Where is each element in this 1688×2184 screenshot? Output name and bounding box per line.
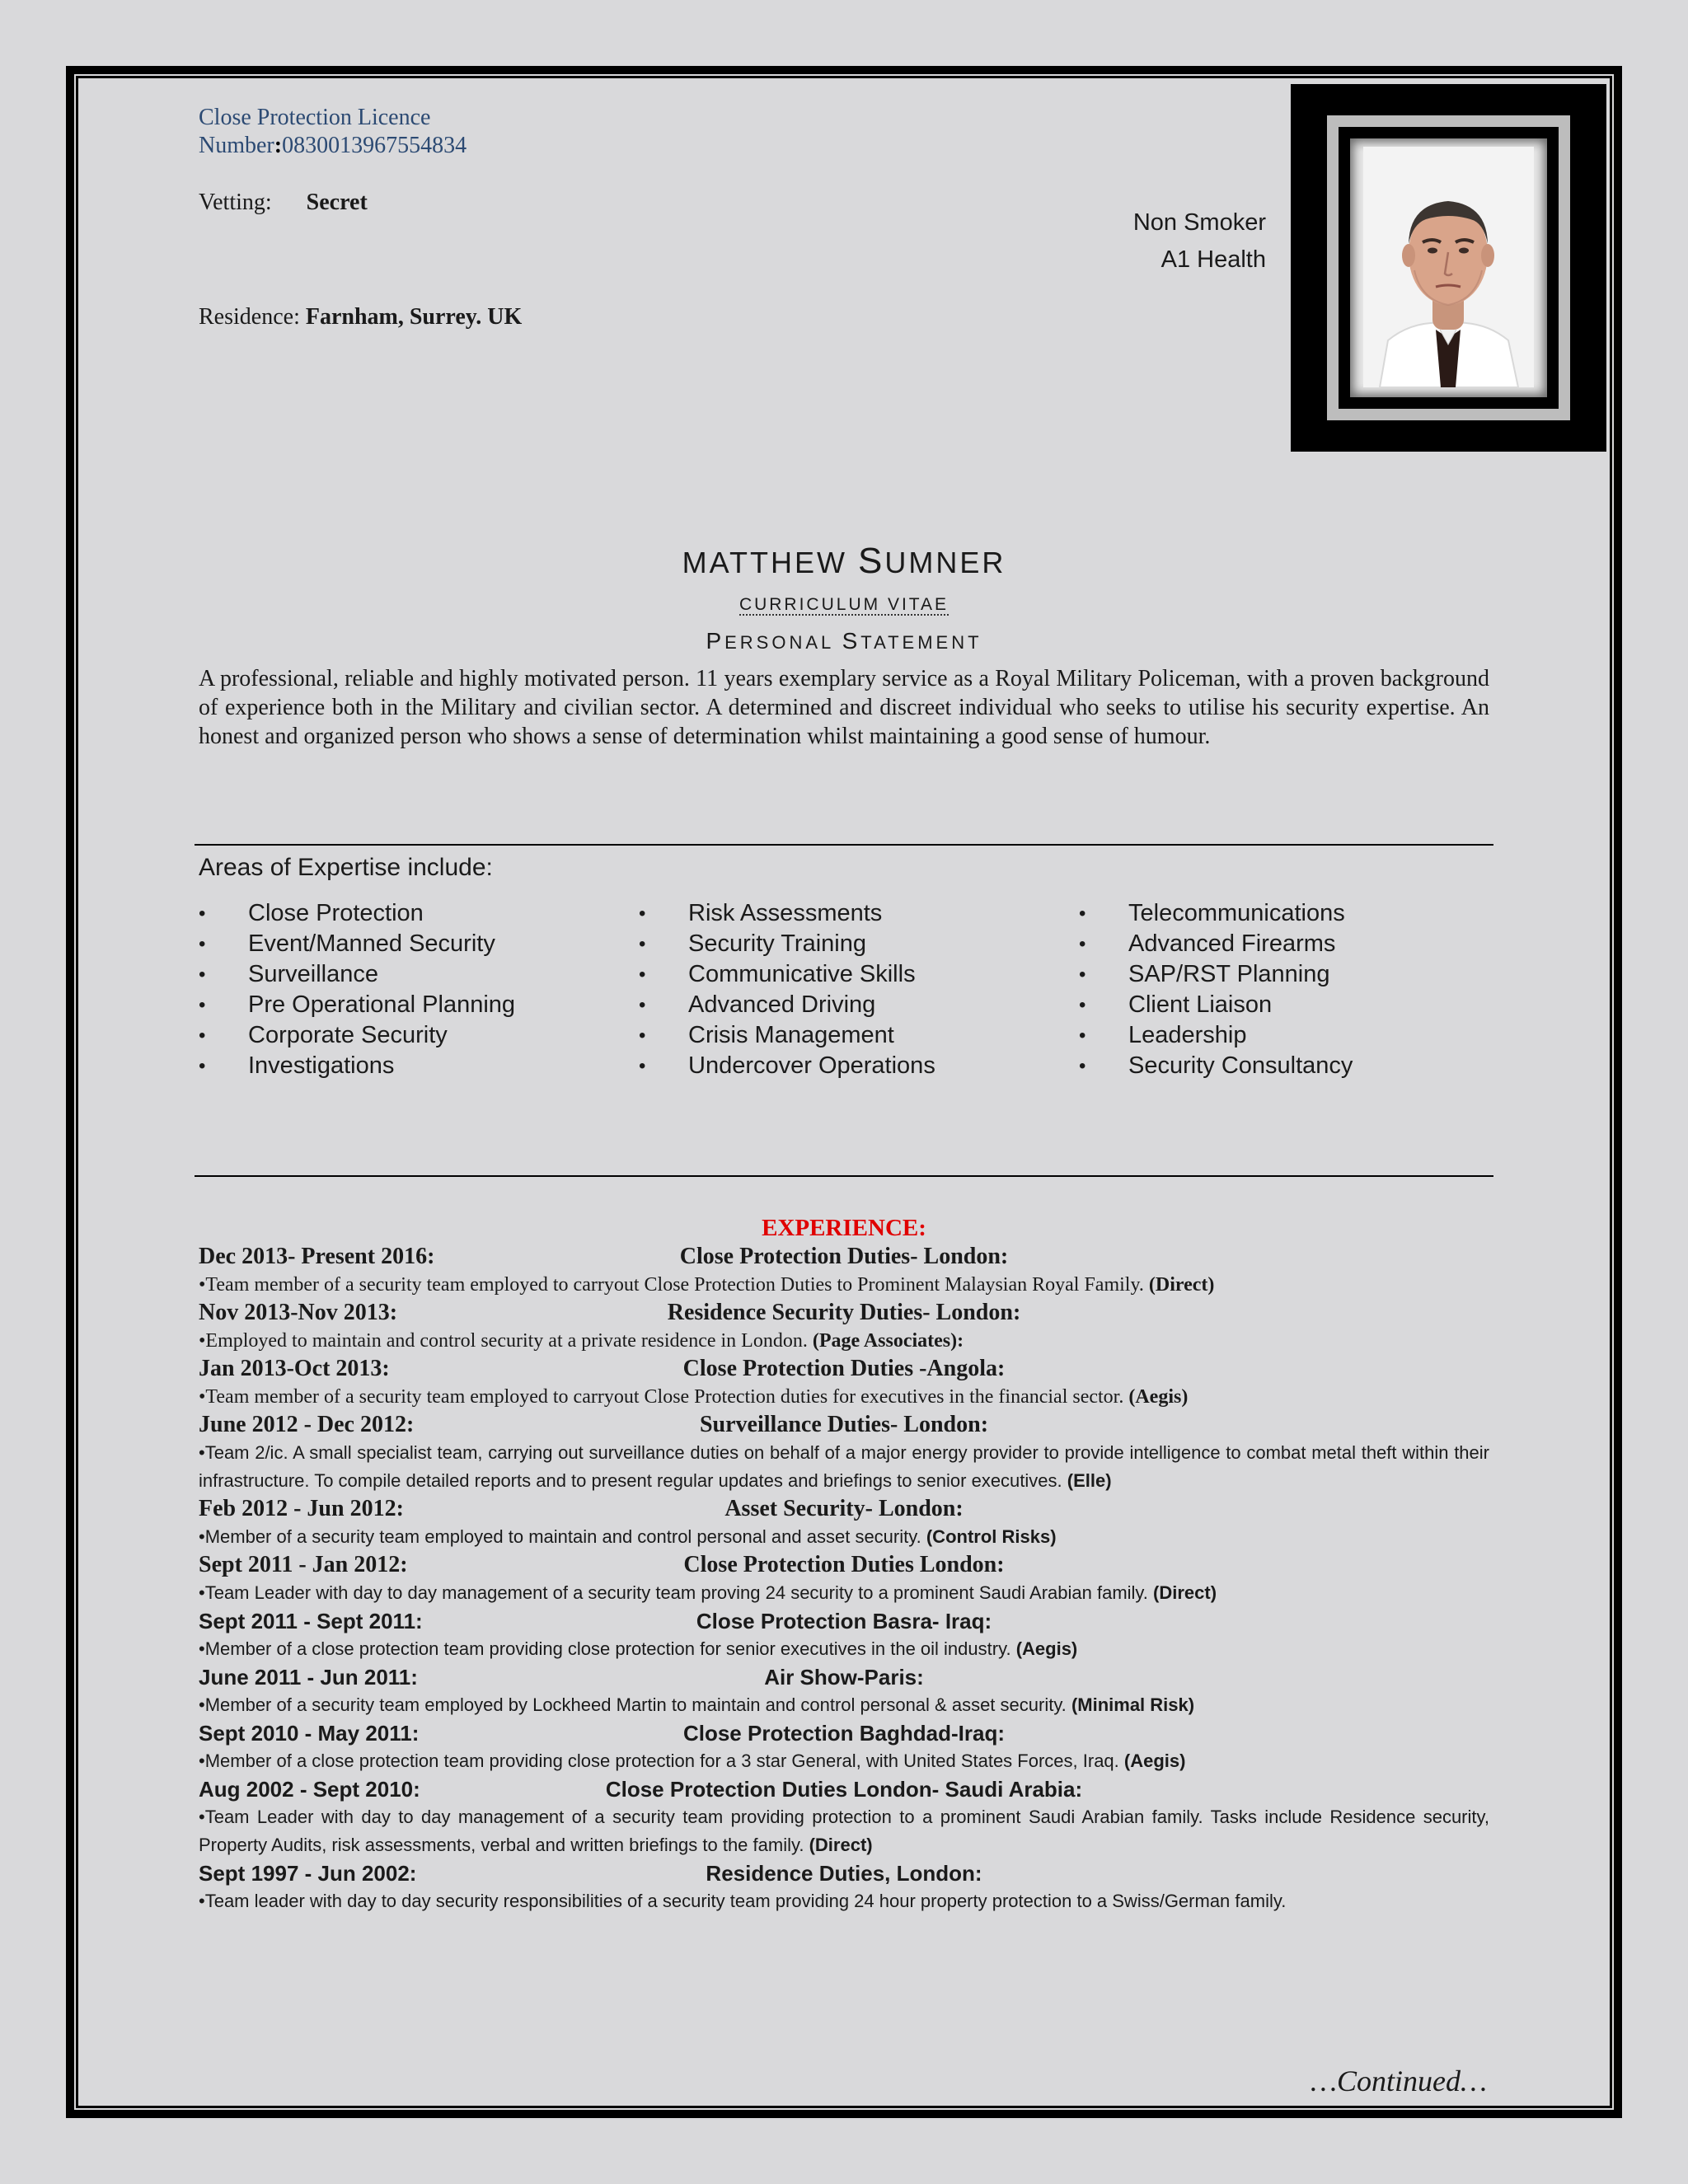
experience-title: EXPERIENCE: — [762, 1215, 926, 1241]
expertise-column-3 — [1079, 898, 1353, 1081]
experience-client: (Direct) — [1153, 1582, 1217, 1603]
experience-date: Aug 2002 - Sept 2010: — [199, 1777, 420, 1802]
residence-value: Farnham, Surrey. UK — [305, 304, 523, 330]
experience-date: Dec 2013- Present 2016: — [199, 1244, 435, 1269]
experience-role: Residence Duties, London: — [706, 1861, 982, 1886]
experience-client: (Direct) — [809, 1835, 873, 1855]
licence-label: Number — [199, 133, 274, 158]
licence-number: 0830013967554834 — [282, 133, 467, 158]
experience-description: •Team member of a security team employed to carryout Close Protection duties for executives in the financial sector. — [199, 1386, 1124, 1408]
experience-description: •Member of a security team employed to maintain and control personal and asset security. — [199, 1526, 921, 1547]
experience-entry — [199, 1243, 1489, 1299]
experience-entry — [199, 1663, 1489, 1719]
expertise-item: • Corporate Security — [199, 1020, 515, 1051]
vetting-value: Secret — [306, 190, 368, 215]
licence-colon: : — [274, 133, 283, 158]
cv-label: CURRICULUM VITAE — [738, 595, 950, 614]
experience-role: Surveillance Duties- London: — [699, 1412, 989, 1437]
experience-role: Residence Security Duties- London: — [667, 1300, 1021, 1325]
experience-description: •Team leader with day to day security responsibilities of a security team providing 24 hour property protection to a Swiss/German family. — [199, 1891, 1287, 1911]
expertise-item: • Leadership — [1079, 1020, 1353, 1051]
continued-note: …Continued… — [1310, 2064, 1487, 2097]
experience-role: Close Protection Duties- London: — [679, 1244, 1009, 1269]
experience-client: (Control Risks) — [926, 1526, 1057, 1547]
vetting-label: Vetting: — [199, 190, 272, 215]
divider-top — [195, 844, 1493, 846]
experience-description: •Team 2/ic. A small specialist team, carrying out surveillance duties on behalf of a major energy provider to provide intelligence to combat metal theft within their infrastructure. To compile detailed reports and to present regular updates and briefings to senior executives. — [199, 1442, 1489, 1491]
residence-line — [199, 304, 522, 330]
experience-list — [199, 1243, 1489, 1915]
experience-client: (Aegis) — [1015, 1638, 1078, 1659]
expertise-item: • Security Consultancy — [1079, 1051, 1353, 1081]
experience-role: Close Protection Duties London- Saudi Arabia: — [605, 1777, 1083, 1802]
experience-role: Air Show-Paris: — [764, 1665, 924, 1690]
expertise-column-1 — [199, 898, 515, 1081]
last-name-rest: UMNER — [884, 546, 1006, 579]
experience-entry — [199, 1859, 1489, 1915]
last-name-initial: S — [857, 541, 885, 581]
experience-date: June 2012 - Dec 2012: — [199, 1412, 415, 1437]
health-status: A1 Health — [1160, 246, 1266, 273]
portrait-frame — [1291, 84, 1606, 452]
expertise-item: • Advanced Driving — [639, 990, 935, 1020]
portrait-photo — [1363, 147, 1534, 387]
expertise-item: • Pre Operational Planning — [199, 990, 515, 1020]
experience-entry — [199, 1299, 1489, 1355]
experience-entry — [199, 1607, 1489, 1663]
experience-date: Jan 2013-Oct 2013: — [199, 1356, 390, 1381]
expertise-item: • SAP/RST Planning — [1079, 959, 1353, 990]
experience-client: (Aegis) — [1128, 1386, 1189, 1408]
experience-description: •Member of a close protection team providing close protection for senior executives in the oil industry. — [199, 1638, 1011, 1659]
expertise-item: • Event/Manned Security — [199, 929, 515, 959]
licence-line1: Close Protection Licence — [199, 105, 431, 130]
expertise-item: • Client Liaison — [1079, 990, 1353, 1020]
experience-date: Sept 2010 - May 2011: — [199, 1721, 420, 1746]
expertise-item: • Investigations — [199, 1051, 515, 1081]
expertise-item: • Close Protection — [199, 898, 515, 929]
expertise-item: • Undercover Operations — [639, 1051, 935, 1081]
expertise-item: • Surveillance — [199, 959, 515, 990]
personal-statement-heading: PERSONAL STATEMENT — [706, 628, 982, 654]
expertise-item: • Communicative Skills — [639, 959, 935, 990]
experience-role: Close Protection Duties London: — [683, 1552, 1005, 1577]
experience-role: Close Protection Duties -Angola: — [682, 1356, 1006, 1381]
experience-entry — [199, 1355, 1489, 1411]
expertise-column-2 — [639, 898, 935, 1081]
candidate-name — [0, 541, 1688, 582]
experience-client: (Direct) — [1148, 1274, 1215, 1296]
experience-date: Sept 2011 - Jan 2012: — [199, 1552, 408, 1577]
first-name: MATTHEW — [682, 546, 847, 579]
experience-description: •Team member of a security team employed to carryout Close Protection Duties to Prominent Malaysian Royal Family. — [199, 1274, 1144, 1296]
experience-date: Feb 2012 - Jun 2012: — [199, 1496, 404, 1521]
experience-client: (Minimal Risk) — [1071, 1694, 1195, 1715]
experience-description: •Team Leader with day to day management of a security team proving 24 security to a prominent Saudi Arabian family. — [199, 1582, 1148, 1603]
experience-entry — [199, 1551, 1489, 1607]
portrait-image — [1363, 147, 1534, 387]
experience-date: Sept 1997 - Jun 2002: — [199, 1861, 417, 1886]
experience-client: (Aegis) — [1123, 1750, 1186, 1771]
experience-description: •Member of a close protection team providing close protection for a 3 star General, with United States Forces, Iraq. — [199, 1750, 1119, 1771]
expertise-item: • Risk Assessments — [639, 898, 935, 929]
expertise-title: Areas of Expertise include: — [199, 854, 493, 881]
health-block — [1133, 204, 1266, 279]
expertise-item: • Security Training — [639, 929, 935, 959]
non-smoker: Non Smoker — [1132, 209, 1266, 236]
experience-entry — [199, 1775, 1489, 1859]
experience-entry — [199, 1495, 1489, 1551]
licence-block — [199, 104, 467, 160]
experience-date: June 2011 - Jun 2011: — [199, 1665, 418, 1690]
experience-role: Asset Security- London: — [724, 1496, 964, 1521]
experience-role: Close Protection Basra- Iraq: — [696, 1609, 992, 1633]
personal-statement-text: A professional, reliable and highly motivated person. 11 years exemplary service as a Royal Military Policeman, with a proven background of experience both in the Military and civilian sector. A determined and discreet individual who seeks to utilise his security expertise. An honest and organized person who shows a sense of determination whilst maintaining a good sense of humour. — [199, 666, 1489, 749]
experience-role: Close Protection Baghdad-Iraq: — [682, 1721, 1006, 1746]
divider-bottom — [195, 1175, 1493, 1177]
expertise-item: • Advanced Firearms — [1079, 929, 1353, 959]
experience-entry — [199, 1411, 1489, 1495]
expertise-item: • Telecommunications — [1079, 898, 1353, 929]
experience-date: Nov 2013-Nov 2013: — [199, 1300, 398, 1325]
cv-heading — [0, 595, 1688, 615]
expertise-item: • Crisis Management — [639, 1020, 935, 1051]
experience-date: Sept 2011 - Sept 2011: — [199, 1609, 423, 1633]
experience-entry — [199, 1719, 1489, 1775]
licence-number-line — [199, 132, 467, 160]
experience-client: (Elle) — [1067, 1470, 1112, 1491]
experience-description: •Member of a security team employed by Lockheed Martin to maintain and control personal & asset security. — [199, 1694, 1067, 1715]
vetting-line — [199, 190, 368, 216]
experience-description: •Employed to maintain and control security at a private residence in London. — [199, 1330, 808, 1352]
experience-client: (Page Associates): — [812, 1330, 964, 1352]
residence-label: Residence: — [199, 304, 300, 330]
experience-description: •Team Leader with day to day management of a security team providing protection to a prominent Saudi Arabian family. Tasks include Residence security, Property Audits, risk assessments, verbal and written briefings to the family. — [199, 1807, 1489, 1855]
